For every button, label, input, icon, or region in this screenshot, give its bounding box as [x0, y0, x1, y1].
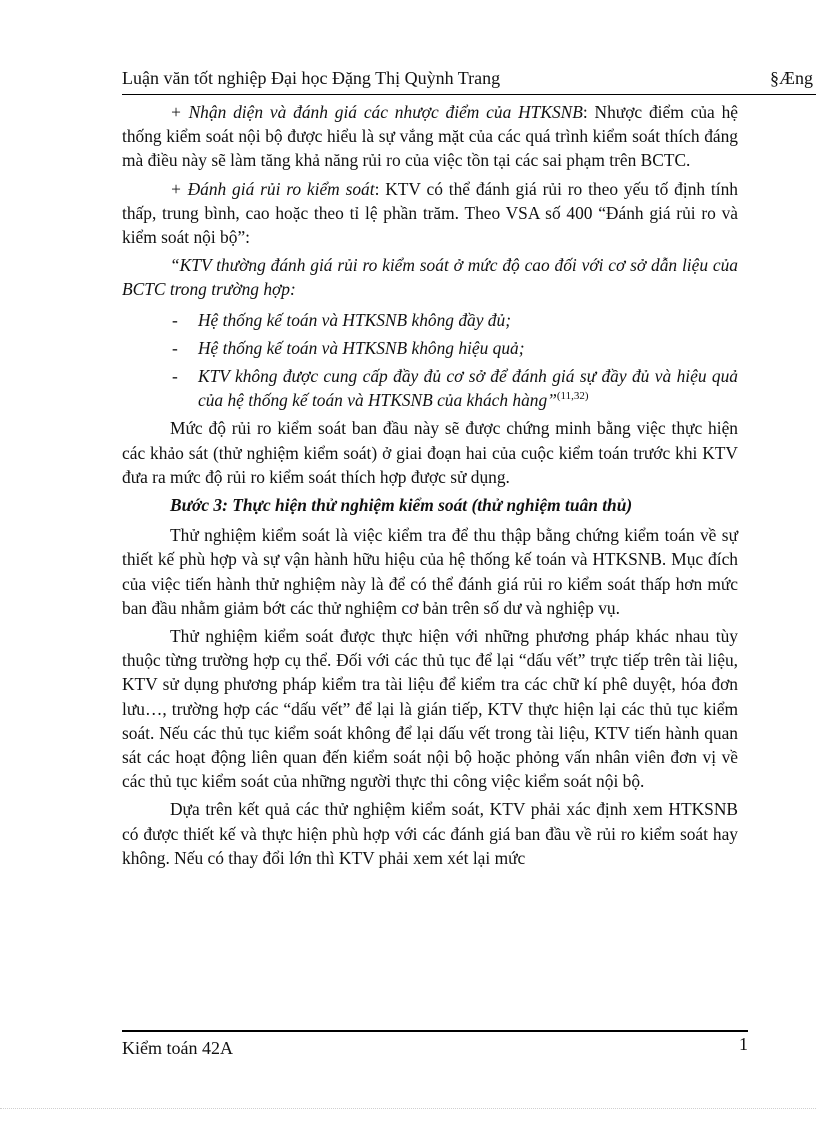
paragraph-text: : Nhược điểm của hệ thống kiểm soát nội bộ được hiểu là sự vắng mặt của các quá trình kiểm soát thích đáng mà điều này sẽ làm tăng khả năng rủi ro của việc tồn tại các sai phạm trên BCTC. [122, 102, 738, 171]
paragraph-test-results: Dựa trên kết quả các thử nghiệm kiểm soát, KTV phải xác định xem HTKSNB có được thiết kế và thực hiện phù hợp với các đánh giá ban đầu về rủi ro kiểm soát hay không. Nếu có thay đổi lớn thì KTV phải xem xét lại mức [122, 799, 738, 868]
paragraph-label: + Nhận diện và đánh giá các nhược điểm của HTKSNB [170, 102, 583, 122]
document-body [122, 100, 738, 874]
list-item: - KTV không được cung cấp đầy đủ cơ sở để đánh giá sự đầy đủ và hiệu quả của hệ thống kế toán và HTKSNB của khách hàng”$^{(11,32)}$ [172, 366, 738, 411]
paragraph-risk-assessment [122, 177, 738, 250]
page-number: 1 [739, 1034, 748, 1054]
paragraph-initial-risk: Mức độ rủi ro kiểm soát ban đầu này sẽ được chứng minh bằng việc thực hiện các khảo sát (thử nghiệm kiểm soát) ở giai đoạn hai của cuộc kiểm toán trước khi KTV đưa ra mức độ rủi ro kiểm soát thích hợp được sử dụng. [122, 418, 738, 487]
list-item: - Hệ thống kế toán và HTKSNB không hiệu quả; [172, 337, 525, 358]
list-item: - Hệ thống kế toán và HTKSNB không đầy đủ; [172, 309, 511, 330]
paragraph-test-methods: Thử nghiệm kiểm soát được thực hiện với những phương pháp khác nhau tùy thuộc từng trường hợp cụ thể. Đối với các thủ tục để lại “dấu vết” trực tiếp trên tài liệu, KTV sử dụng phương pháp kiểm tra tài liệu để kiểm tra các chữ kí phê duyệt, hóa đơn lưu…, trường hợp các “dấu vết” để lại là gián tiếp, KTV thực hiện lại các thủ tục kiểm soát. Nếu các thủ tục kiểm soát không để lại dấu vết trong tài liệu, KTV tiến hành quan sát các hoạt động liên quan đến kiểm soát nội bộ hoặc phỏng vấn nhân viên đơn vị về các thủ tục kiểm soát của những người thực thi công việc kiểm soát nội bộ. [122, 626, 738, 792]
paragraph-weaknesses [122, 100, 738, 173]
paragraph-control-tests: Thử nghiệm kiểm soát là việc kiểm tra để thu thập bằng chứng kiểm toán về sự thiết kế phù hợp và sự vận hành hữu hiệu của hệ thống kế toán và HTKSNB. Mục đích của việc tiến hành thử nghiệm này là để có thể đánh giá rủi ro kiểm soát thấp hơn mức ban đầu nhằm giảm bớt các thử nghiệm cơ bản trên số dư và nghiệp vụ. [122, 525, 738, 618]
page-header [122, 66, 816, 95]
paragraph-text: : KTV có thể đánh giá rủi ro theo yếu tố định tính thấp, trung bình, cao hoặc theo tỉ lệ phần trăm. Theo VSA số 400 “Đánh giá rủi ro và kiểm soát nội bộ”: [122, 178, 738, 248]
quote-paragraph: “KTV thường đánh giá rủi ro kiểm soát ở mức độ cao đối với cơ sở dẫn liệu của BCTC trong trường hợp: [122, 255, 738, 300]
page-break-line [0, 1108, 816, 1109]
header-author-fragment: §Æng [770, 68, 814, 88]
page-footer [122, 1030, 748, 1058]
section-heading: Bước 3: Thực hiện thử nghiệm kiểm soát (thử nghiệm tuân thủ) [170, 495, 633, 516]
paragraph-label: + Đánh giá rủi ro kiểm soát [170, 178, 375, 199]
header-title: Luận văn tốt nghiệp Đại học Đặng Thị Quỳnh Trang [122, 68, 501, 88]
citation: (11,32) [556, 390, 589, 403]
footer-course: Kiểm toán 42A [122, 1038, 233, 1058]
